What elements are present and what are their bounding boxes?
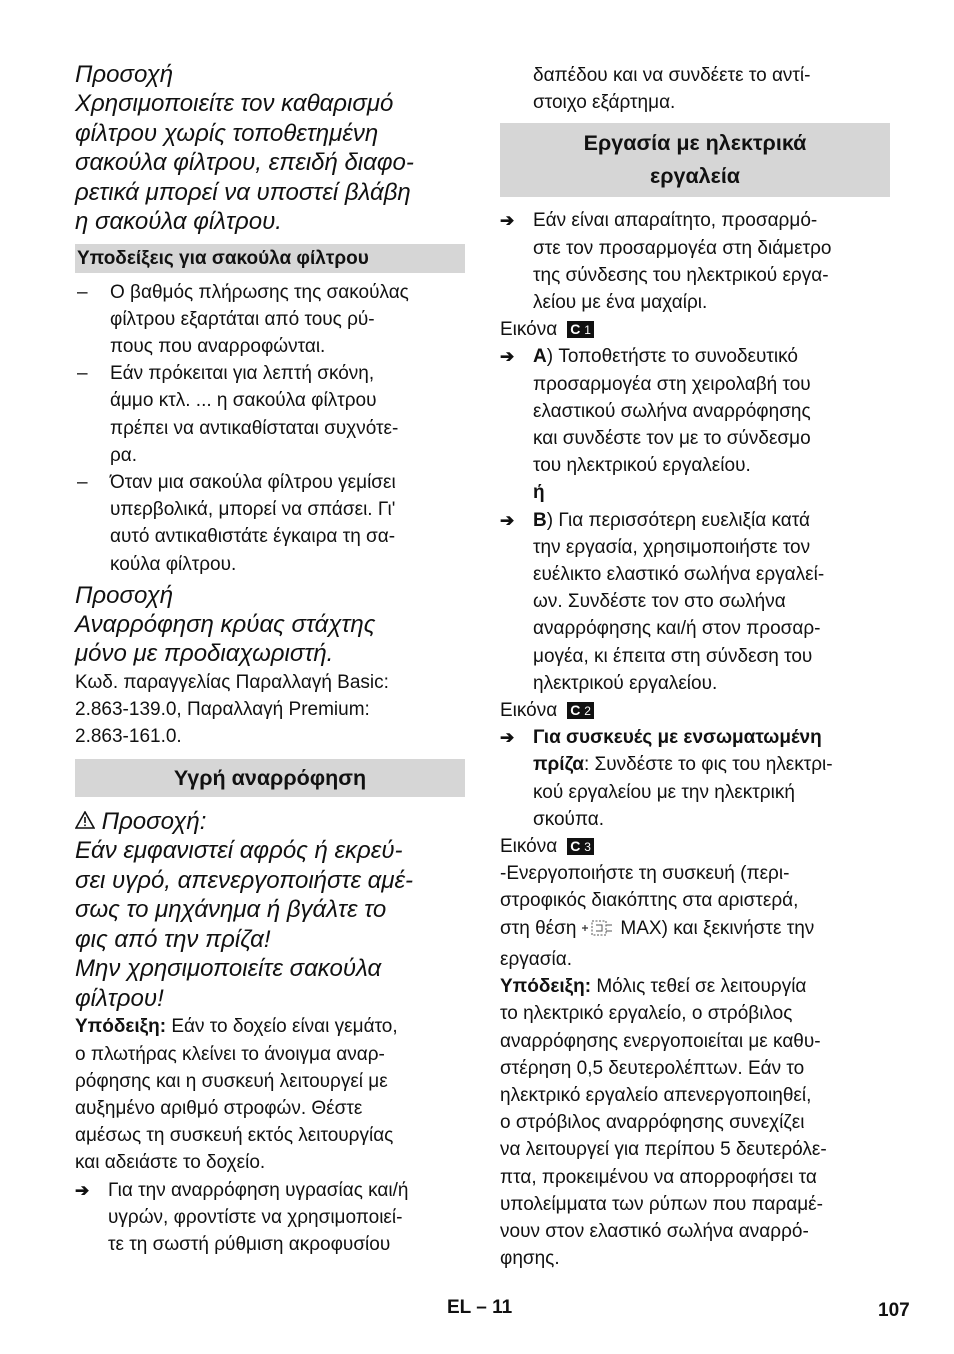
arrow-icon: ➔ [500, 211, 515, 231]
text-line: να λειτουργεί για περίπου 5 δευτερόλε- [500, 1139, 827, 1161]
figure-label: Εικόνα [500, 700, 558, 722]
figure-number: 1 [584, 323, 591, 338]
text-line: ) Για περισσότερη ευελιξία κατά [546, 509, 810, 531]
note-paragraph [75, 1013, 465, 1040]
text-line: κούλα φίλτρου. [110, 553, 237, 575]
text-line: ηλεκτρικού εργαλείου. [533, 672, 718, 694]
text-line: 2.863-161.0. [75, 726, 182, 748]
text-line: λείου με ένα μαχαίρι. [533, 292, 708, 314]
text-line: προσαρμογέα στη χειρολαβή του [533, 373, 811, 395]
note-label: Υπόδειξη: [500, 976, 592, 998]
step-label: B [533, 509, 547, 531]
text-line: σακούλα φίλτρου, επειδή διαφο- [75, 149, 414, 176]
text-line: σει υγρό, απενεργοποιήστε αμέ- [75, 866, 414, 894]
text-line: σκούπα. [533, 808, 605, 830]
footer-lang: EL [447, 1297, 471, 1318]
text-line: σως το μηχάνημα ή βγάλτε το [75, 896, 387, 924]
dash-marker: – [77, 281, 88, 303]
text-line: την εργασία, χρησιμοποιήστε τον [533, 536, 811, 558]
text-line: Εάν εμφανιστεί αφρός ή εκρεύ- [75, 837, 403, 865]
text-line: νουν στον ελαστικό σωλήνα αναρρό- [500, 1220, 809, 1242]
figure-badge [567, 838, 594, 855]
text-line: μογέα, κι έπειτα στη σύνδεση του [533, 645, 813, 667]
text-line: φίλτρου χωρίς τοποθετημένη [75, 119, 379, 147]
text-line: φησης. [500, 1248, 560, 1270]
text-line: του ηλεκτρικού εργαλείου. [533, 455, 751, 477]
dash-marker: – [77, 471, 88, 493]
or-text: ή [533, 482, 545, 504]
text-line [500, 915, 890, 946]
text-line: ελαστικού σωλήνα αναρρόφησης [533, 400, 811, 422]
warning-text [75, 89, 465, 237]
warning-heading: Προσοχή [75, 581, 174, 609]
list-item [75, 469, 465, 578]
text-line: φις από την πρίζα! [75, 925, 271, 953]
footer-section-page: – 11 [476, 1297, 513, 1318]
heading-line: Εργασία με ηλεκτρικά [583, 131, 807, 156]
text-line: Εάν πρόκειται για λεπτή σκόνη, [110, 363, 375, 385]
text-line: Μόλις τεθεί σε λειτουργία [591, 976, 807, 998]
text-line: δαπέδου και να συνδέετε το αντί- [533, 65, 811, 86]
text-line: αναρρόφησης και/ή στον προσαρ- [533, 618, 821, 640]
figure-reference [500, 316, 890, 343]
text-line: και αδειάστε το δοχείο. [75, 1152, 266, 1174]
text-line: το ηλεκτρικό εργαλείο, ο στρόβιλος [500, 1003, 793, 1025]
text-line: Μην χρησιμοποιείτε σακούλα [75, 955, 382, 983]
figure-letter: C [570, 702, 581, 719]
section-heading-power-tools [500, 123, 890, 197]
text-line: μόνο με προδιαχωριστή. [75, 640, 334, 668]
figure-reference [500, 697, 890, 724]
text-line: ων. Συνδέστε τον στο σωλήνα [533, 591, 786, 613]
arrow-icon: ➔ [500, 728, 515, 748]
arrow-icon: ➔ [500, 510, 515, 530]
section-heading-wet-vacuuming: Υγρή αναρρόφηση [75, 759, 465, 797]
figure-number: 2 [584, 704, 591, 719]
arrow-icon: ➔ [500, 347, 515, 367]
text-line: υπερβολικά, μπορεί να σπάσει. Γι' [110, 499, 396, 521]
text-line: Χρησιμοποιείτε τον καθαρισμό [75, 90, 394, 117]
text-line [533, 507, 824, 534]
text-line: και συνδέστε τον με το σύνδεσμο [533, 428, 811, 450]
subheading-filter-bag: Υποδείξεις για σακούλα φίλτρου [75, 244, 465, 273]
text-line: πτα, προκειμένου να απορροφήσει τα [500, 1166, 817, 1188]
warning-heading: Προσοχή [75, 61, 174, 88]
right-column [500, 62, 890, 1272]
text-line: 2.863-139.0, Παραλλαγή Premium: [75, 698, 370, 720]
heading-line: εργαλεία [649, 164, 741, 189]
text-line [533, 751, 833, 778]
text-line: Όταν μια σακούλα φίλτρου γεμίσει [110, 471, 396, 493]
instruction-step [75, 1177, 465, 1259]
text-line: ) Τοποθετήστε το συνοδευτικό [546, 346, 798, 368]
left-column [75, 60, 465, 1258]
text-line: ρετικά μπορεί να υποστεί βλάβη [75, 178, 411, 206]
text-line: ο πλωτήρας κλείνει το άνοιγμα αναρ- [75, 1043, 385, 1065]
text-line: στέρηση 0,5 δευτερολέπτων. Εάν το [500, 1057, 805, 1079]
text-line: στη θέση [500, 917, 577, 939]
list-item [75, 360, 465, 469]
text-line: της σύνδεσης του ηλεκτρικού εργα- [533, 264, 829, 286]
text-line: ρόφησης και η συσκευή λειτουργεί με [75, 1070, 388, 1092]
warning-heading [75, 807, 465, 836]
text-line: πους που αναρροφώνται. [110, 335, 326, 357]
figure-number: 3 [584, 840, 591, 855]
text-line: στοιχο εξάρτημα. [533, 92, 676, 114]
text-line: Ο βαθμός πλήρωσης της σακούλας [110, 281, 409, 303]
text-line: στροφικός διακόπτης στα αριστερά, [500, 890, 799, 912]
text-line [533, 343, 811, 370]
text-line: εργασία. [500, 948, 572, 970]
arrow-icon: ➔ [75, 1180, 90, 1200]
text-line: αμέσως τη συσκευή εκτός λειτουργίας [75, 1125, 394, 1147]
figure-letter: C [570, 838, 581, 855]
text-line: αυτό αντικαθιστάτε έγκαιρα τη σα- [110, 526, 396, 548]
text-line: αναρρόφησης ενεργοποιείται με καθυ- [500, 1030, 821, 1052]
text-line: Εάν είναι απαραίτητο, προσαρμό- [533, 210, 818, 232]
text-line: ρα. [110, 444, 138, 466]
text-line: υπολείμματα των ρύπων που παραμέ- [500, 1193, 823, 1215]
text-line: κού εργαλείου με την ηλεκτρική [533, 781, 795, 803]
text-line: φίλτρου εξαρτάται από τους ρύ- [110, 308, 375, 330]
figure-reference [500, 833, 890, 860]
text-line: πρέπει να αντικαθίσταται συχνότε- [110, 417, 399, 439]
figure-badge [567, 321, 594, 338]
text-line: MAX) και ξεκινήστε την [620, 917, 815, 939]
text-line: Για την αναρρόφηση υγρασίας και/ή [108, 1179, 409, 1201]
text-line: στε τον προσαρμογέα στη διάμετρο [533, 237, 832, 259]
figure-label: Εικόνα [500, 319, 558, 341]
note-paragraph [500, 973, 890, 1000]
text-line: τε τη σωστή ρύθμιση ακροφυσίου [108, 1233, 391, 1255]
text-line: ευέλικτο ελαστικό σωλήνα εργαλεί- [533, 564, 825, 586]
dash-marker: – [77, 363, 88, 385]
list-item [75, 279, 465, 361]
note-label: Υπόδειξη: [75, 1016, 167, 1038]
figure-letter: C [570, 321, 581, 338]
text-line: φίλτρου! [75, 984, 164, 1012]
text-line: Για συσκευές με ενσωματωμένη [533, 727, 822, 749]
text-line: αυξημένο αριθμό στροφών. Θέστε [75, 1097, 363, 1119]
instruction-step [500, 507, 890, 697]
bold-text: πρίζα [533, 754, 584, 776]
text-line: ο στρόβιλος αναρρόφησης συνεχίζει [500, 1112, 805, 1134]
text-line: Εάν το δοχείο είναι γεμάτο, [166, 1016, 398, 1038]
text-line: Κωδ. παραγγελίας Παραλλαγή Basic: [75, 671, 389, 693]
figure-badge [567, 702, 594, 719]
power-tool-socket-icon [580, 918, 616, 946]
footer-section-label [447, 1297, 512, 1319]
figure-label: Εικόνα [500, 836, 558, 858]
text-line: ηλεκτρικό εργαλείο απενεργοποιηθεί, [500, 1084, 812, 1106]
text-line: -Ενεργοποιήστε τη συσκευή (περι- [500, 863, 790, 885]
instruction-step [500, 724, 890, 833]
text-line: η σακούλα φίλτρου. [75, 208, 282, 235]
text-line: υγρών, φροντίστε να χρησιμοποιεί- [108, 1206, 403, 1228]
instruction-step [500, 207, 890, 316]
text-line: : Συνδέστε το φις του ηλεκτρι- [583, 754, 833, 776]
text-line: Αναρρόφηση κρύας στάχτης [75, 610, 376, 638]
page-number: 107 [878, 1300, 910, 1321]
instruction-step [500, 343, 890, 506]
step-label: A [533, 346, 547, 368]
warning-triangle-icon [75, 808, 102, 835]
warning-heading-label: Προσοχή: [101, 808, 207, 836]
text-line: άμμο κτλ. ... η σακούλα φίλτρου [110, 390, 377, 412]
